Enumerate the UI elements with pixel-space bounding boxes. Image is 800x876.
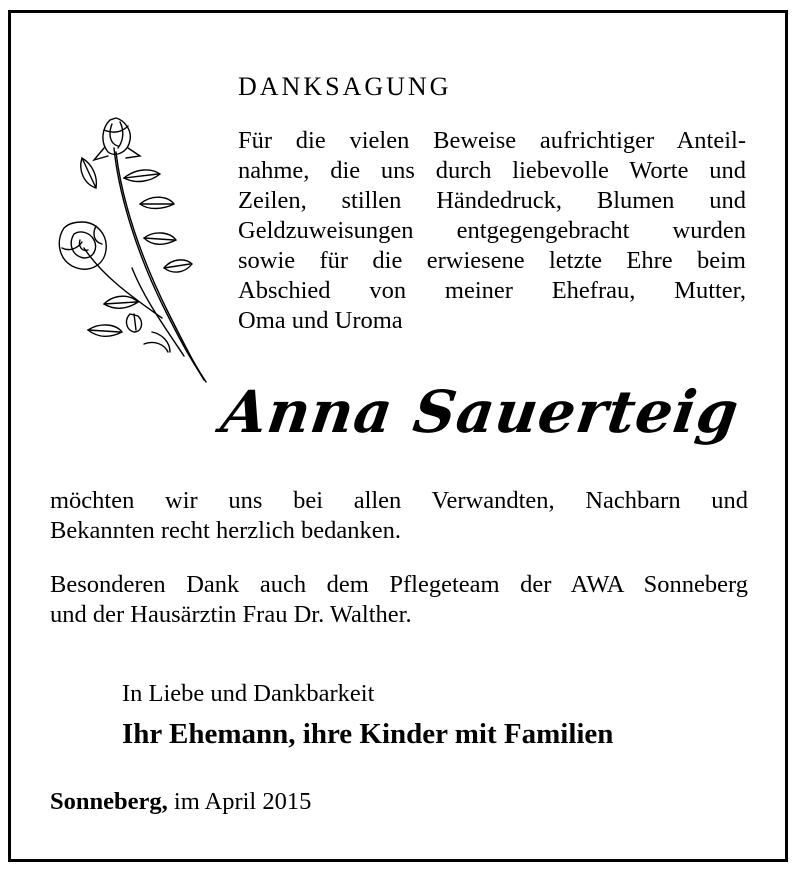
intro-line: Zeilen, stillen Händedruck, Blumen und xyxy=(238,187,746,214)
intro-line: nahme, die uns durch liebevolle Worte und xyxy=(238,157,746,184)
intro-text xyxy=(238,126,746,336)
deceased-name: Anna Sauerteig xyxy=(217,378,744,446)
thanks-line: Bekannten recht herzlich bedanken. xyxy=(50,517,402,544)
date-text: im April 2015 xyxy=(167,788,312,815)
thanks-paragraph xyxy=(50,486,748,546)
rose-icon xyxy=(44,108,212,388)
special-thanks-line: Besonderen Dank auch dem Pflegeteam der AWA Sonneberg xyxy=(50,571,748,598)
closing-text: In Liebe und Dankbarkeit xyxy=(122,680,375,707)
place-date xyxy=(50,788,311,816)
intro-line: Für die vielen Beweise aufrichtiger Anteil- xyxy=(238,127,746,154)
place-text: Sonneberg, xyxy=(50,788,168,815)
intro-line: Oma und Uroma xyxy=(238,307,403,334)
special-thanks-paragraph xyxy=(50,570,748,630)
intro-line: sowie für die erwiesene letzte Ehre beim xyxy=(238,247,746,274)
signers-text: Ihr Ehemann, ihre Kinder mit Familien xyxy=(122,718,614,750)
notice-heading: DANKSAGUNG xyxy=(238,72,452,101)
thanks-line: möchten wir uns bei allen Verwandten, Nachbarn und xyxy=(50,487,748,514)
intro-line: Geldzuweisungen entgegengebracht wurden xyxy=(238,217,746,244)
intro-line: Abschied von meiner Ehefrau, Mutter, xyxy=(238,277,746,304)
special-thanks-line: und der Hausärztin Frau Dr. Walther. xyxy=(50,601,412,628)
